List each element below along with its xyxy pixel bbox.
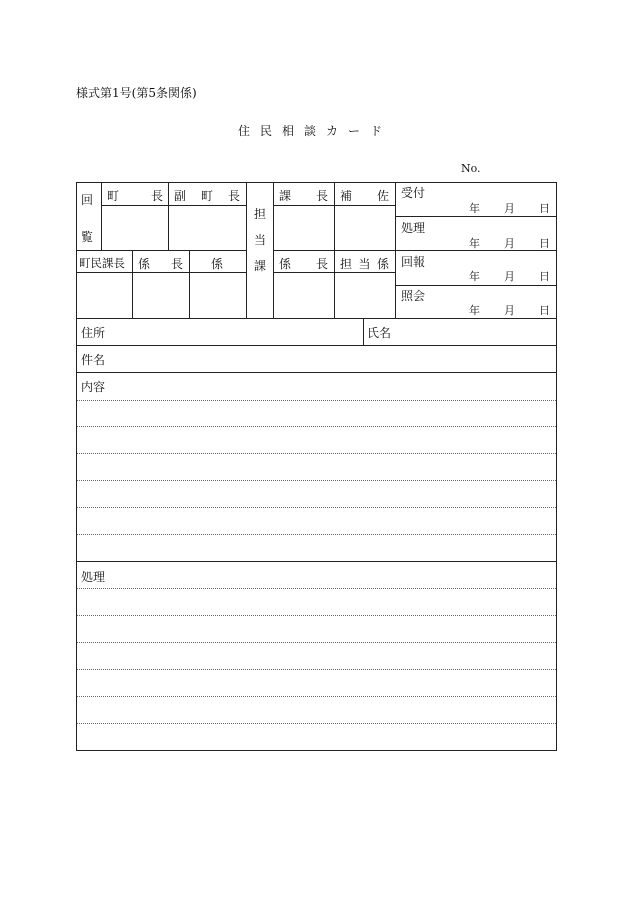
rule xyxy=(246,182,247,318)
writing-line xyxy=(77,453,556,454)
writing-line xyxy=(77,507,556,508)
name-label: 氏名 xyxy=(367,326,392,340)
rule xyxy=(273,182,274,318)
writing-line xyxy=(77,534,556,535)
document-title: 住民相談カード xyxy=(237,124,392,138)
tantoukakari-header: 担 当 係 xyxy=(340,257,389,271)
kakari-left-header: 係 xyxy=(211,257,224,271)
rule xyxy=(76,318,557,319)
date-label-processed: 処理 xyxy=(401,221,426,235)
rule xyxy=(334,182,335,318)
rule xyxy=(395,182,396,318)
address-label: 住所 xyxy=(81,326,106,340)
subject-label: 件名 xyxy=(81,353,106,367)
rule xyxy=(363,318,364,345)
rule xyxy=(168,182,169,250)
writing-line xyxy=(77,723,556,724)
kachou-header: 課 長 xyxy=(279,189,328,203)
rule xyxy=(76,272,246,273)
date-ymd-received: 年 月 日 xyxy=(469,202,550,215)
date-ymd-reported: 年 月 日 xyxy=(469,270,550,283)
writing-line xyxy=(77,642,556,643)
kakarichou-right-header: 係 長 xyxy=(279,257,328,271)
rule xyxy=(395,216,557,217)
fukuchou-header: 副 町 長 xyxy=(174,189,240,203)
rule xyxy=(395,285,557,286)
writing-line xyxy=(77,615,556,616)
kakarichou-left-header: 係 長 xyxy=(138,257,183,271)
chou-header: 町 長 xyxy=(107,189,163,203)
writing-line xyxy=(77,426,556,427)
date-ymd-inquiry: 年 月 日 xyxy=(469,304,550,317)
hosa-header: 補 佐 xyxy=(340,189,389,203)
form-number-label: 様式第1号(第5条関係) xyxy=(76,86,197,100)
processing-label: 処理 xyxy=(81,570,106,584)
rule xyxy=(101,205,246,206)
content-label: 内容 xyxy=(81,380,106,394)
rule xyxy=(132,250,133,318)
date-label-inquiry: 照会 xyxy=(401,289,426,303)
date-label-reported: 回報 xyxy=(401,255,426,269)
writing-line xyxy=(77,696,556,697)
date-ymd-processed: 年 月 日 xyxy=(469,237,550,250)
date-label-received: 受付 xyxy=(401,186,426,200)
rule xyxy=(76,345,557,346)
tantouka-vertical-label: 担 当 課 xyxy=(253,207,266,273)
rule xyxy=(101,182,102,250)
writing-line xyxy=(77,400,556,401)
rule xyxy=(76,250,246,251)
writing-line xyxy=(77,588,556,589)
rule xyxy=(189,250,190,318)
chouminkachou-header: 町民課長 xyxy=(79,256,125,270)
number-label: No. xyxy=(461,162,481,175)
writing-line xyxy=(77,480,556,481)
kairan-label-bottom: 覧 xyxy=(81,230,94,244)
kairan-label-top: 回 xyxy=(81,193,94,207)
writing-line xyxy=(77,669,556,670)
rule xyxy=(76,372,557,373)
rule xyxy=(76,561,557,562)
